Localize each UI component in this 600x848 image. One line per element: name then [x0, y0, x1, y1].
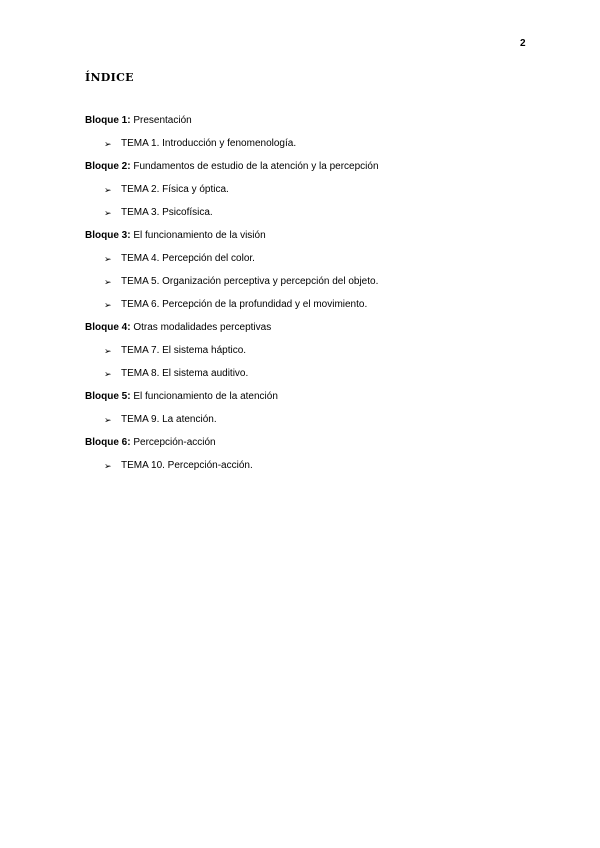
bloque-label: Bloque 6: — [85, 437, 131, 448]
bloque-label: Bloque 3: — [85, 230, 131, 241]
arrowhead-bullet-icon: ➢ — [104, 139, 112, 149]
arrowhead-bullet-icon: ➢ — [104, 346, 112, 356]
arrowhead-bullet-icon: ➢ — [104, 461, 112, 471]
bloque-heading-6 — [85, 436, 525, 459]
arrowhead-bullet-icon: ➢ — [104, 254, 112, 264]
bloque-name: Percepción-acción — [133, 437, 216, 448]
bloque-heading-1 — [85, 114, 525, 137]
arrowhead-bullet-icon: ➢ — [104, 208, 112, 218]
arrowhead-bullet-icon: ➢ — [104, 300, 112, 310]
tema-label: TEMA 8. El sistema auditivo. — [121, 368, 249, 379]
tema-label: TEMA 10. Percepción-acción. — [121, 460, 253, 471]
tema-item — [85, 137, 525, 160]
bloque-label: Bloque 4: — [85, 322, 131, 333]
tema-item — [85, 367, 525, 390]
tema-item — [85, 275, 525, 298]
page-number: 2 — [520, 38, 526, 49]
tema-item — [85, 344, 525, 367]
bloque-label: Bloque 2: — [85, 161, 131, 172]
tema-label: TEMA 2. Física y óptica. — [121, 184, 229, 195]
bloque-heading-3 — [85, 229, 525, 252]
arrowhead-bullet-icon: ➢ — [104, 415, 112, 425]
tema-label: TEMA 7. El sistema háptico. — [121, 345, 247, 356]
bloque-name: Otras modalidades perceptivas — [133, 322, 272, 333]
bloque-name: Fundamentos de estudio de la atención y la percepción — [133, 161, 379, 172]
tema-label: TEMA 4. Percepción del color. — [121, 253, 255, 264]
arrowhead-bullet-icon: ➢ — [104, 185, 112, 195]
tema-item — [85, 206, 525, 229]
tema-item — [85, 298, 525, 321]
bloque-label: Bloque 5: — [85, 391, 131, 402]
tema-item — [85, 459, 525, 482]
bloque-heading-2 — [85, 160, 525, 183]
bloque-heading-5 — [85, 390, 525, 413]
tema-label: TEMA 5. Organización perceptiva y percepción del objeto. — [121, 276, 379, 287]
bloque-name: El funcionamiento de la visión — [133, 230, 266, 241]
tema-item — [85, 413, 525, 436]
bloque-heading-4 — [85, 321, 525, 344]
tema-label: TEMA 9. La atención. — [121, 414, 217, 425]
table-of-contents — [85, 114, 525, 482]
page-title: ÍNDICE — [85, 71, 134, 84]
tema-label: TEMA 1. Introducción y fenomenología. — [121, 138, 297, 149]
tema-label: TEMA 3. Psicofísica. — [121, 207, 213, 218]
bloque-name: Presentación — [133, 115, 192, 126]
tema-item — [85, 252, 525, 275]
tema-item — [85, 183, 525, 206]
bloque-label: Bloque 1: — [85, 115, 131, 126]
arrowhead-bullet-icon: ➢ — [104, 277, 112, 287]
arrowhead-bullet-icon: ➢ — [104, 369, 112, 379]
tema-label: TEMA 6. Percepción de la profundidad y el movimiento. — [121, 299, 368, 310]
bloque-name: El funcionamiento de la atención — [133, 391, 278, 402]
